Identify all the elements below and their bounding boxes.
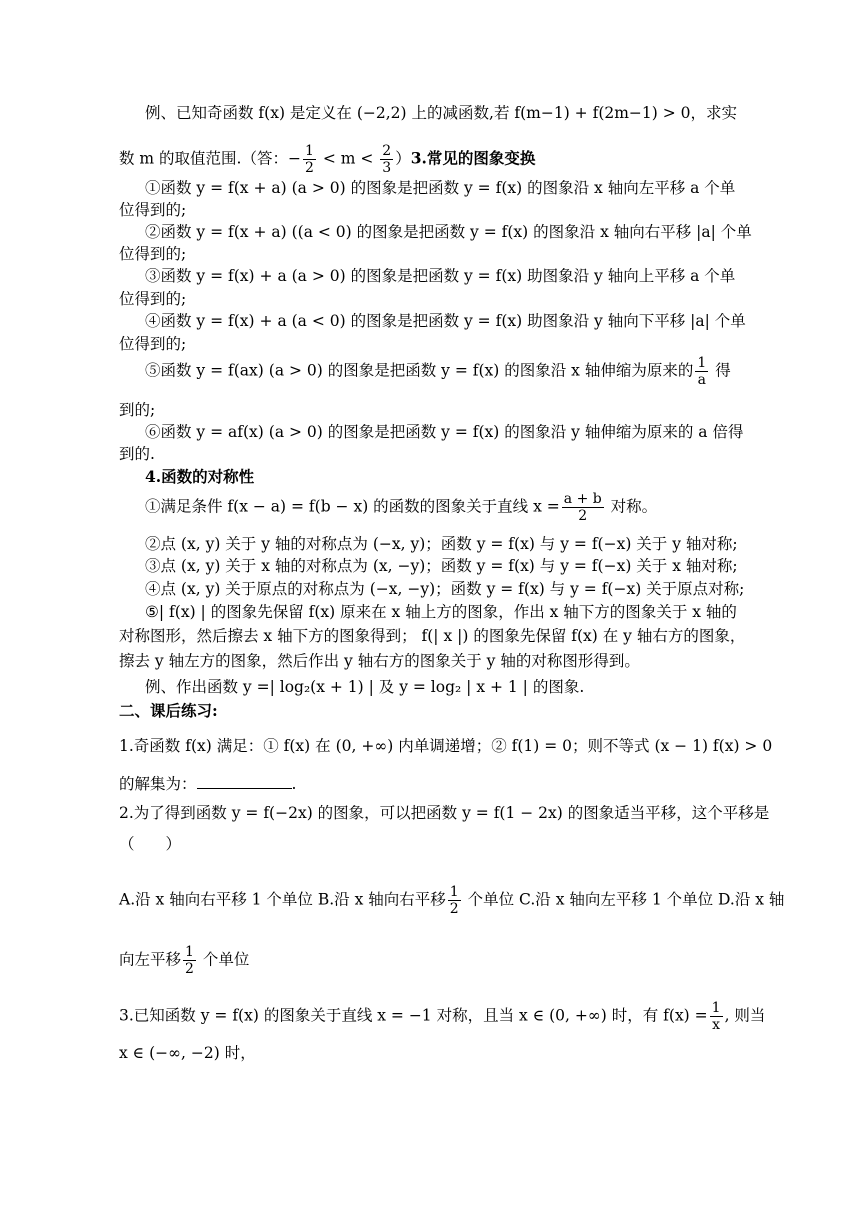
option-b-c-d: 个单位 C.沿 x 轴向左平移 1 个单位 D.沿 x 轴: [462, 890, 785, 909]
transform-6-line-a: ⑥函数 y = af(x) (a > 0) 的图象是把函数 y = f(x) 的图象沿 y 轴伸缩为原来的 a 倍得: [145, 423, 744, 441]
question-3-fraction: $\frac{1}{x}$: [711, 1000, 721, 1033]
transform-6-line-b: 到的.: [119, 445, 155, 463]
question-1-line-a: 1.奇函数 f(x) 满足：① f(x) 在 (0, +∞) 内单调递增；② f(1) = 0；则不等式 (x − 1) f(x) > 0: [119, 737, 773, 755]
option-d-fraction: $\frac{1}{2}$: [185, 944, 194, 977]
transform-4-line-a: ④函数 y = f(x) + a (a < 0) 的图象是把函数 y = f(x) 助图象沿 y 轴向下平移 |a| 个单: [145, 312, 746, 330]
transform-1-line-b: 位得到的;: [119, 201, 187, 219]
transform-5-line-a: ⑤函数 y = f(ax) (a > 0) 的图象是把函数 y = f(x) 的图象沿 x 轴伸缩为原来的 $\frac{1}{a}$ 得: [145, 355, 731, 388]
transform-2-line-b: 位得到的;: [119, 245, 187, 263]
section4-title: 4.函数的对称性: [145, 467, 255, 486]
symmetry-example: 例、作出函数 y =| log₂(x + 1) | 及 y = log₂ | x + 1 | 的图象.: [145, 678, 585, 696]
symmetry-1: ①满足条件 f(x − a) = f(b − x) 的函数的图象关于直线 x = $\frac{a + b}{2}$ 对称。: [145, 491, 658, 524]
question-2-option-d-line: 向左平移 $\frac{1}{2}$ 个单位: [119, 944, 250, 977]
symmetry-3: ③点 (x, y) 关于 x 轴的对称点为 (x, −y)；函数 y = f(x) 与 y = f(−x) 关于 x 轴对称;: [145, 557, 738, 575]
question-3-line-b: x ∈ (−∞, −2) 时，: [119, 1044, 256, 1062]
answer-fraction-2: $\frac{2}{3}$: [382, 143, 392, 176]
transform-4-line-b: 位得到的;: [119, 335, 187, 353]
option-b-fraction: $\frac{1}{2}$: [449, 884, 459, 917]
example1-answer-prefix: 数 m 的取值范围.（答：−: [119, 149, 301, 168]
transform-2-line-a: ②函数 y = f(x + a) ((a < 0) 的图象是把函数 y = f(x) 的图象沿 x 轴向右平移 |a| 个单: [145, 223, 752, 241]
symmetry-5-line-c: 擦去 y 轴左方的图象，然后作出 y 轴右方的图象关于 y 轴的对称图形得到。: [119, 652, 640, 670]
question-1-line-b: 的解集为： .: [119, 775, 297, 793]
exercises-title: 二、课后练习:: [119, 701, 218, 720]
example1-line2: [119, 144, 535, 175]
answer-blank: [197, 774, 292, 789]
question-3-line-a: 3.已知函数 y = f(x) 的图象关于直线 x = −1 对称，且当 x ∈ (0, +∞) 时，有 f(x) = $\frac{1}{x}$ , 则当: [119, 1000, 766, 1033]
section3-title: 3.常见的图象变换: [410, 148, 536, 168]
question-2-line-b: （ ）: [119, 835, 182, 853]
answer-suffix: ）: [395, 149, 411, 168]
symmetry-2: ②点 (x, y) 关于 y 轴的对称点为 (−x, y)；函数 y = f(x) 与 y = f(−x) 关于 y 轴对称;: [145, 535, 738, 553]
transform-5-fraction: $\frac{1}{a}$: [697, 355, 707, 388]
transform-5-line-b: 到的;: [119, 401, 156, 419]
transform-3-line-a: ③函数 y = f(x) + a (a > 0) 的图象是把函数 y = f(x) 助图象沿 y 轴向上平移 a 个单: [145, 267, 736, 285]
symmetry-1-fraction: $\frac{a + b}{2}$: [563, 491, 602, 524]
question-2-line-a: 2.为了得到函数 y = f(−2x) 的图象，可以把函数 y = f(1 − 2x) 的图象适当平移，这个平移是: [119, 804, 770, 822]
example1-line1: 例、已知奇函数 f(x) 是定义在 (−2,2) 上的减函数,若 f(m−1) + f(2m−1) > 0，求实: [145, 104, 738, 122]
symmetry-5-line-a: ⑤| f(x) | 的图象先保留 f(x) 原来在 x 轴上方的图象，作出 x 轴下方的图象关于 x 轴的: [145, 603, 737, 621]
symmetry-4: ④点 (x, y) 关于原点的对称点为 (−x, −y)；函数 y = f(x) 与 y = f(−x) 关于原点对称;: [145, 580, 745, 598]
transform-1-line-a: ①函数 y = f(x + a) (a > 0) 的图象是把函数 y = f(x) 的图象沿 x 轴向左平移 a 个单: [145, 179, 736, 197]
answer-fraction-1: $\frac{1}{2}$: [304, 143, 314, 176]
answer-middle: < m <: [317, 149, 379, 168]
option-a-and-b-start: A.沿 x 轴向右平移 1 个单位 B.沿 x 轴向右平移: [119, 890, 446, 909]
symmetry-5-line-b: 对称图形，然后擦去 x 轴下方的图象得到； f(| x |) 的图象先保留 f(x) 在 y 轴右方的图象，: [119, 627, 746, 645]
transform-3-line-b: 位得到的;: [119, 290, 187, 308]
question-2-options-line: [119, 885, 784, 916]
